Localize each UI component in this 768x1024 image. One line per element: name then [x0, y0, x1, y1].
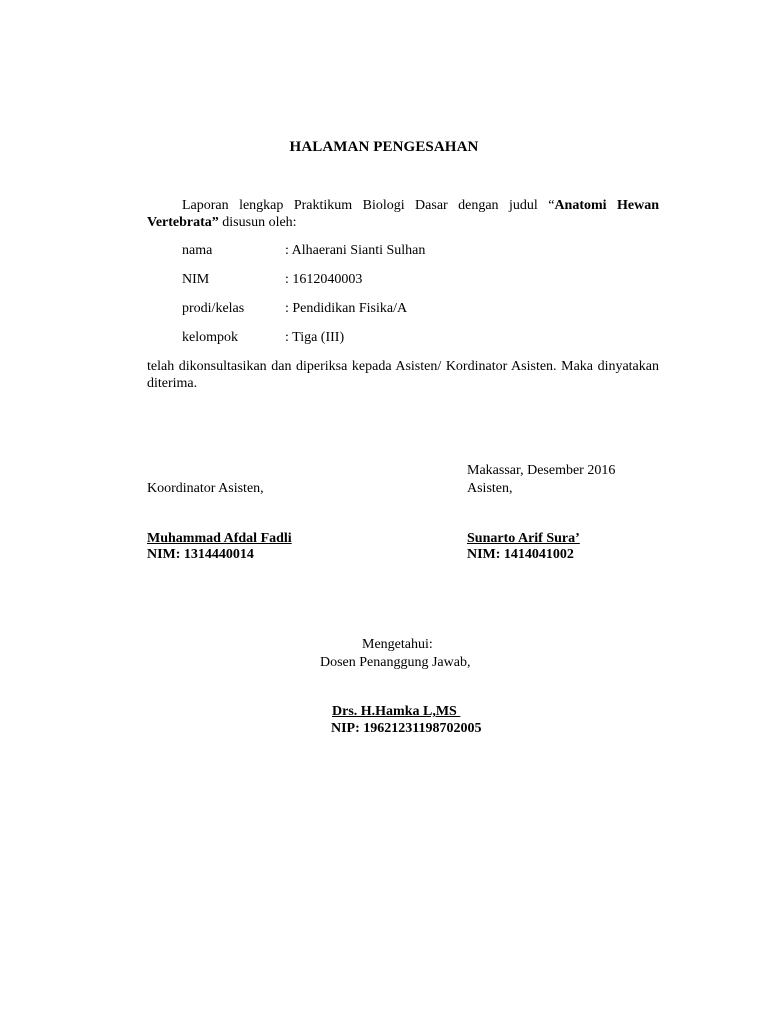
- field-label: prodi/kelas: [182, 301, 245, 316]
- intro-text-after: disusun oleh:: [218, 215, 297, 230]
- lecturer-name: Drs. H.Hamka L,MS: [332, 704, 461, 719]
- field-value: : Tiga (III): [285, 330, 345, 345]
- outro-paragraph: telah dikonsultasikan dan diperiksa kepada Asisten/ Kordinator Asisten. Maka dinyatakan diterima.: [147, 359, 659, 391]
- intro-paragraph: [147, 197, 659, 231]
- assistant-id: NIM: 1414041002: [467, 547, 574, 562]
- intro-text-before: Laporan lengkap Praktikum Biologi Dasar dengan judul “: [182, 198, 555, 213]
- field-label: kelompok: [182, 330, 238, 345]
- field-row-nim: [182, 271, 362, 288]
- assistant-name: Sunarto Arif Sura’: [467, 531, 580, 546]
- coordinator-name: Muhammad Afdal Fadli: [147, 531, 292, 546]
- field-row-prodi-kelas: [182, 300, 407, 317]
- field-value: : 1612040003: [285, 272, 363, 287]
- report-title: Anatomi Hewan Vertebrata”: [147, 198, 659, 230]
- assistant-role: Asisten,: [467, 481, 513, 496]
- coordinator-id: NIM: 1314440014: [147, 547, 254, 562]
- field-row-kelompok: [182, 329, 344, 346]
- acknowledgement-label: Mengetahui:: [362, 637, 433, 652]
- field-label: nama: [182, 243, 213, 258]
- field-value: : Alhaerani Sianti Sulhan: [285, 243, 426, 258]
- field-value: : Pendidikan Fisika/A: [285, 301, 408, 316]
- acknowledgement-role: Dosen Penanggung Jawab,: [320, 655, 471, 670]
- field-label: NIM: [182, 272, 210, 287]
- place-date: Makassar, Desember 2016: [467, 463, 616, 478]
- field-row-nama: [182, 242, 425, 259]
- lecturer-id: NIP: 19621231198702005: [331, 721, 482, 736]
- coordinator-role: Koordinator Asisten,: [147, 481, 264, 496]
- page-title: HALAMAN PENGESAHAN: [289, 139, 479, 155]
